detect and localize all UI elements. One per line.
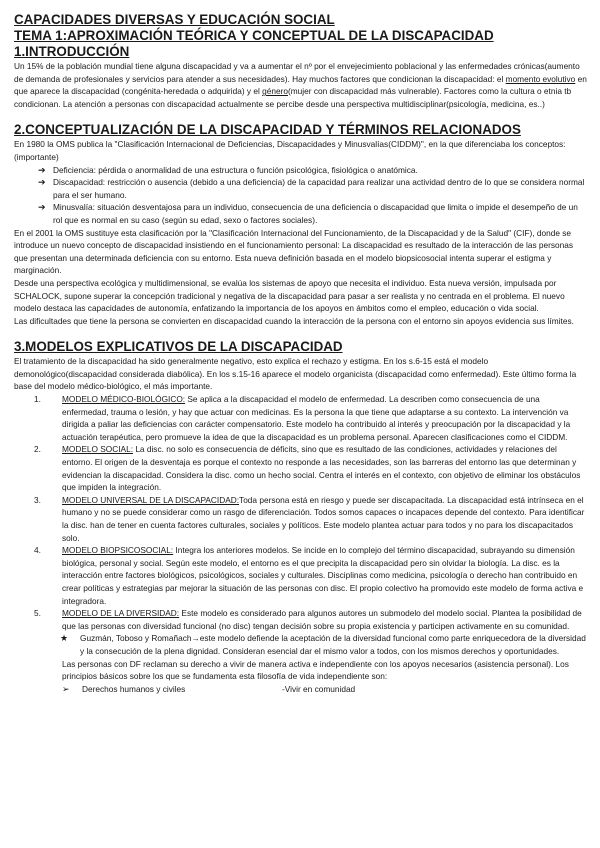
- underlined-term: momento evolutivo: [505, 73, 576, 84]
- arrow-bullet-icon: ➔: [38, 202, 46, 213]
- star-bullet-icon: ★: [60, 633, 69, 644]
- list-item: 5. MODELO DE LA DIVERSIDAD: Este modelo es considerado para algunos autores un submodelo del modelo social. Plantea la posibilidad de que las personas con diversidad funcional (no disc) tengan decisión sobre su propia existencia y participen activamente en su comunidad.: [34, 608, 582, 631]
- document-subtitle: TEMA 1:APROXIMACIÓN TEÓRICA Y CONCEPTUAL DE LA DISCAPACIDAD: [14, 28, 494, 43]
- arrow-bullet-icon: ➔: [38, 177, 46, 188]
- section-heading-introduccion: 1.INTRODUCCIÓN: [14, 44, 130, 59]
- paragraph: En el 2001 la OMS sustituye esta clasificación por la "Clasificación Internacional del Funcionamiento, de la Discapacidad y de la Salud" (CIF), donde se introduce un nuevo concepto de discapacidad insistiendo en el funcionamiento personal: La discapacidad es resultado de la interacción de las personas que presentan una determinada deficiencia con su entorno. Esta nueva definición basada en el modelo biopsicosocial intenta superar el estigma y marginación.: [14, 227, 574, 276]
- document-title: CAPACIDADES DIVERSAS Y EDUCACIÓN SOCIAL: [14, 12, 335, 27]
- principle-item: Derechos humanos y civiles: [82, 683, 186, 694]
- list-item: 1. MODELO MÉDICO-BIOLÓGICO: Se aplica a la discapacidad el modelo de enfermedad. La describen como consecuencia de una enfermedad, trauma o lesión, y hay que actuar con medicinas. Es la persona la que tiene que adaptarse a su contexto. La intervención va dirigida a paliar las deficiencias con carácter compensatorio. Este modelo ha contribuido al interés y preocupación por la discapacidad y la actuación terapéutica, pero promueve la idea de que la discapacidad es un problema personal. Aparecen clasificaciones como el CIDDM.: [34, 394, 571, 442]
- document-page: [14, 12, 588, 695]
- list-item: 3. MODELO UNIVERSAL DE LA DISCAPACIDAD:Toda persona está en riesgo y puede ser discapacitada. La discapacidad está intrínseca en el humano y no se puede considerar como un rasgo de diferenciación. Todos somos capaces o incapaces depende del contexto. Para identificar la disc. han de tener en cuenta factores culturales, sociales y políticos. Este modelo plantea actuar para todos y no para los discapacitados solo.: [34, 494, 585, 543]
- paragraph: El tratamiento de la discapacidad ha sido generalmente negativo, esto explica el rechazo y estigma. En los s.6-15 está el modelo demonológico(discapacidad considerada diabólica). En los s.15-16 aparece el modelo organicista (discapacidad como enfermedad). Este último forma la base del modelo médico-biológico, el más importante.: [14, 356, 577, 392]
- arrow-bullet-icon: ➔: [38, 164, 46, 175]
- paragraph: Las personas con DF reclaman su derecho a vivir de manera activa e independiente con los apoyos necesarios (asistencia personal). Los principios básicos sobre los que se fundamenta esta filosofía de vida independiente son:: [62, 658, 569, 682]
- paragraph: Desde una perspectiva ecológica y multidimensional, se evalúa los sistemas de apoyo que necesita el individuo. Esta nueva versión, impulsada por SCHALOCK, supone superar la concepción tradicional y negativa de la discapacidad para pasar a ser realista y no centrada en el problema. El nuevo modelo destaca las capacidades de autonomía, enfatizando la importancia de los apoyos en ámbitos como el empleo, educación o vida social.: [14, 277, 565, 314]
- principle-item: -Vivir en comunidad: [282, 683, 356, 694]
- section-heading-modelos: 3.MODELOS EXPLICATIVOS DE LA DISCAPACIDAD: [14, 339, 343, 355]
- models-list: [14, 393, 588, 632]
- list-item: ➔ Discapacidad: restricción o ausencia (debido a una deficiencia) de la capacidad para realizar una actividad dentro de lo que se considera normal para el ser humano.: [38, 177, 585, 200]
- paragraph: En 1980 la OMS publica la "Clasificación Internacional de Deficiencias, Discapacidades y Minusvalías(CIDDM)", en la que diferenciaba los conceptos: (importante): [14, 139, 566, 162]
- list-item: ➔ Minusvalía: situación desventajosa para un individuo, consecuencia de una deficiencia o discapacidad que limita o impide el desempeño de un rol que es normal en su caso (según su edad, sexo o factores sociales).: [38, 202, 578, 225]
- underlined-term: género: [262, 86, 288, 97]
- arrowhead-bullet-icon: ➢: [62, 683, 70, 694]
- principles-row: [14, 683, 588, 696]
- paragraph: Las dificultades que tiene la persona se convierten en discapacidad cuando la interacción de la persona con el entorno sin apoyos evidencia sus límites.: [14, 315, 574, 326]
- list-item: ➔ Deficiencia: pérdida o anormalidad de una estructura o función psicológica, fisiológica o anatómica.: [38, 164, 418, 175]
- paragraph-introduccion: Un 15% de la población mundial tiene alguna discapacidad y va a aumentar el nº por el envejecimiento poblacional y las enfermedades crónicas(aumento de demanda de profesionales y servicios para atender a sus necesidades). Hay muchos factores que condicionan la discapacidad: el momento evolutivo en que aparece la discapacidad (congénita-heredada o adquirida) y el género(mujer con discapacidad más vulnerable). Factores como la cultura o etnia tb condicionan. La atención a personas con discapacidad actualmente se percibe desde una perspectiva multidisciplinar(psicología, medicina, es..): [14, 61, 587, 109]
- list-item: 2. MODELO SOCIAL: La disc. no solo es consecuencia de déficits, sino que es resultado de las condiciones, actividades y relaciones del entorno. El origen de la desventaja es porque el contexto no responde a las necesidades, son las barreras del entorno las que determinan y evidencian la discapacidad. Considera la disc. como un hecho social. Centra el interés en el contexto, con objetivo de eliminar los obstáculos que impiden la integración.: [34, 444, 581, 493]
- list-item: 4. MODELO BIOPSICOSOCIAL: Integra los anteriores modelos. Se incide en lo complejo del término discapacidad, subrayando su dimensión biológica, personal y social. Según este modelo, el entorno es el que precipita la discapacidad pero sin olvidar la biología. La disc. es la interacción entre factores biológicos, psicológicos, sociales y culturales. Disciplinas como medicina, psicología o derecho han contribuido en crear políticas y estrategias par mejorar la situación de las personas con disc. El propio colectivo ha promovido este modelo de forma activa e integradora.: [34, 545, 584, 606]
- concept-list: [14, 164, 588, 227]
- star-list-item: ★ Guzmán, Toboso y Romañach→este modelo defiende la aceptación de la diversidad funcional como parte enriquecedora de la diversidad y la consecución de la plena dignidad. Consideran esencial dar el mismo valor a todos, con los mismos derechos y oportunidades.: [60, 633, 586, 656]
- section-heading-conceptualizacion: 2.CONCEPTUALIZACIÓN DE LA DISCAPACIDAD Y TÉRMINOS RELACIONADOS: [14, 122, 521, 138]
